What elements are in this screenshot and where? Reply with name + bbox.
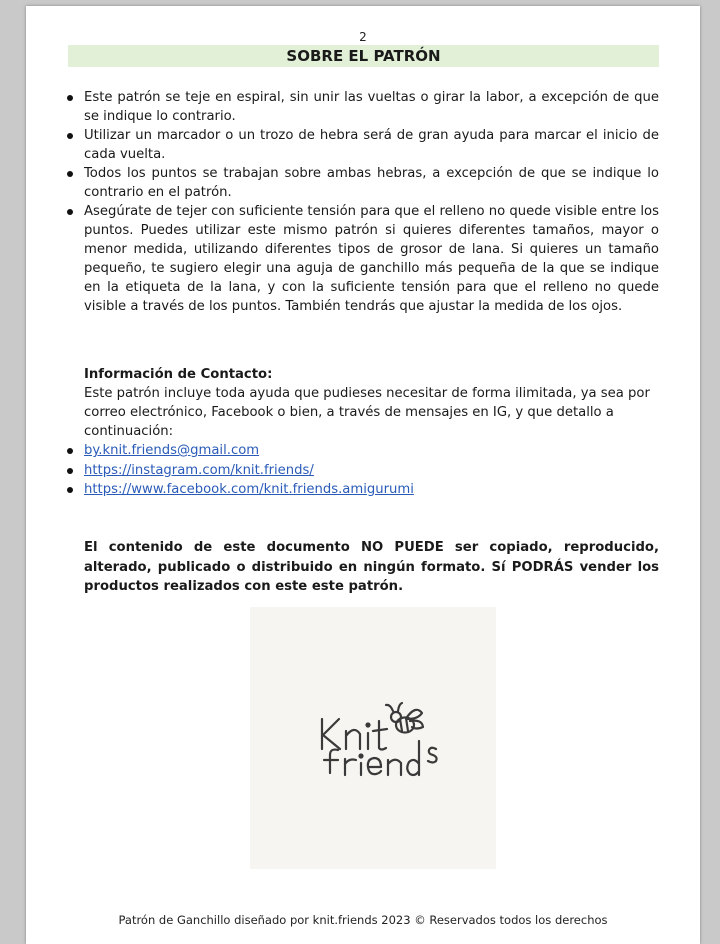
- contact-links: [64, 441, 659, 500]
- list-item: Este patrón se teje en espiral, sin unir las vueltas o girar la labor, a excepción de que se indique lo contrario.: [64, 88, 659, 126]
- bullet-icon: [67, 95, 73, 101]
- page-footer: Patrón de Ganchillo diseñado por knit.friends 2023 © Reservados todos los derechos: [118, 913, 608, 927]
- facebook-link[interactable]: https://www.facebook.com/knit.friends.amigurumi: [84, 482, 414, 497]
- copyright-notice: El contenido de este documento NO PUEDE ser copiado, reproducido, alterado, publicado o distribuido en ningún formato. Sí PODRÁS vender los productos realizados con este este patrón.: [84, 540, 659, 594]
- bullet-icon: [67, 487, 73, 493]
- bullet-icon: [67, 133, 73, 139]
- knit-friends-logo: [250, 607, 496, 869]
- list-item: [64, 461, 659, 481]
- bullet-icon: [67, 209, 73, 215]
- email-link[interactable]: by.knit.friends@gmail.com: [84, 443, 260, 458]
- contact-text: Este patrón incluye toda ayuda que pudieses necesitar de forma ilimitada, ya sea por correo electrónico, Facebook o bien, a través de mensajes en IG, y que detallo a continuación:: [84, 386, 650, 439]
- list-item: Utilizar un marcador o un trozo de hebra será de gran ayuda para marcar el inicio de cada vuelta.: [64, 126, 659, 164]
- logo-image: [250, 607, 496, 869]
- bullet-icon: [67, 468, 73, 474]
- bullet-icon: [67, 171, 73, 177]
- contact-heading: Información de Contacto:: [84, 367, 273, 382]
- document-page: [26, 6, 700, 944]
- section-title: SOBRE EL PATRÓN: [68, 45, 659, 67]
- instagram-link[interactable]: https://instagram.com/knit.friends/: [84, 462, 314, 478]
- bullet-icon: [67, 448, 73, 454]
- contact-section: [84, 365, 659, 441]
- instructions-list: [64, 88, 659, 316]
- list-item: [64, 441, 659, 461]
- list-item: Todos los puntos se trabajan sobre ambas hebras, a excepción de que se indique lo contrario en el patrón.: [64, 164, 659, 202]
- list-item: Asegúrate de tejer con suficiente tensión para que el relleno no quede visible entre los puntos. Puedes utilizar este mismo patrón si quieres diferentes tamaños, mayor o menor medida, utilizando diferentes tipos de grosor de lana. Si quieres un tamaño pequeño, te sugiero elegir una aguja de ganchillo más pequeña de la que se indique en la etiqueta de la lana, y con la suficiente tensión para que el relleno no quede visible a través de los puntos. También tendrás que ajustar la medida de los ojos.: [64, 202, 659, 316]
- list-item: [64, 480, 659, 500]
- page-number: 2: [359, 30, 367, 44]
